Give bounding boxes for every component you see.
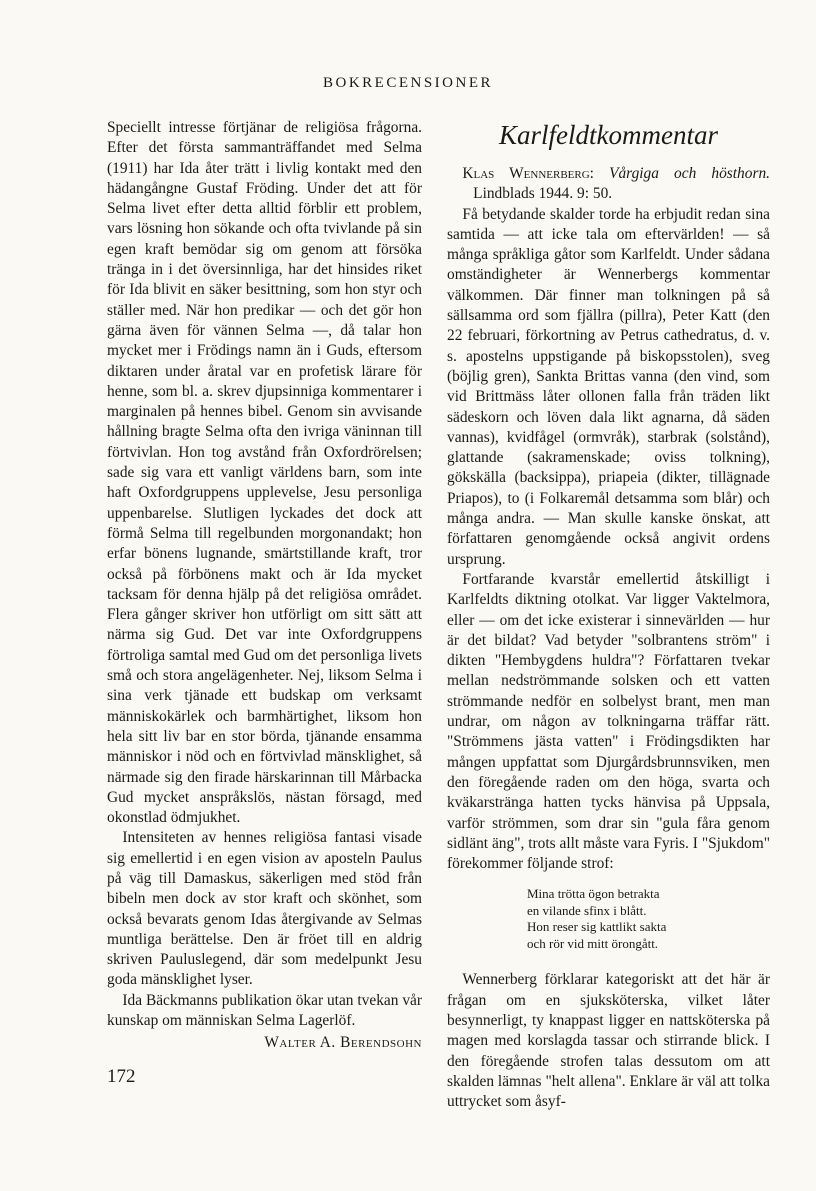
review-title: Karlfeldtkommentar xyxy=(499,120,718,150)
running-header: BOKRECENSIONER xyxy=(322,75,493,91)
bibliographic-entry xyxy=(447,164,770,205)
poem-line: Mina trötta ögon betrakta xyxy=(527,886,660,902)
poem-line: en vilande sfinx i blått. xyxy=(527,902,647,918)
review-signature: Walter A. Berendsohn xyxy=(264,1034,422,1052)
page-number: 172 xyxy=(107,1066,136,1087)
body-paragraph: Wennerberg förklarar kategoriskt att det här är frågan om en sjuksköterska, vilket låter besynnerligt, ty knappast ligger en nattsköterska på magen med korslagda tassar och stirrande blick. I den föregående strofen talas dessutom om att skalden lämnas "helt allena". Enklare är väl att tolka uttrycket som åsyf- xyxy=(447,971,770,1111)
poem-line: och rör vid mitt örongått. xyxy=(527,935,659,951)
poem-line: Hon reser sig kattlikt sakta xyxy=(527,919,667,935)
body-paragraph: Fortfarande kvarstår emellertid åtskilligt i Karlfeldts diktning otolkat. Var ligger Vaktelmora, eller — om det icke existerar i sinnevärlden — hur är det bildat? Vad betyder "solbrantens ström" i dikten "Hembygdens huldra"? Författaren tvekar mellan nedströmmande solsken och ett vatten strömmande nedför en solbelyst brant, men man undrar, om någon av tolkningarna träffar rätt. "Strömmens jästa vatten" i Frödingsdikten har mången uppfattat som Djurgårdsbrunnsviken, men den föregående raden om den höga, svarta och kväkarstränga hatten tycks hänvisa på Uppsala, varför strömmen, som drar sin "gula fåra genom sidlänt äng", trots allt måste vara Fyris. I "Sjukdom" förekommer följande strof: xyxy=(447,570,770,873)
body-paragraph: Ida Bäckmanns publikation ökar utan tvekan vår kunskap om människan Selma Lagerlöf. xyxy=(107,991,422,1030)
right-column xyxy=(447,118,770,1112)
book-author: Klas Wennerberg: xyxy=(462,165,594,182)
left-column xyxy=(107,118,422,1054)
book-publisher: Lindblads 1944. 9: 50. xyxy=(473,185,613,203)
body-paragraph: Intensiteten av hennes religiösa fantasi visade sig emellertid i en egen vision av aposteln Paulus på väg till Damaskus, säkerligen med stöd från bibeln men dock av stor kraft och skönhet, som också bevarats genom Idas återgivande av Selmas muntliga berättelse. Den är fröet till en aldrig skriven Pauluslegend, där som medelpunkt Jesu goda mänsklighet lyser. xyxy=(107,829,422,989)
body-paragraph: Få betydande skalder torde ha erbjudit redan sina samtida — att icke tala om eftervärlden! — så många språkliga gåtor som Karlfeldt. Under sådana omständigheter är Wennerbergs kommentar välkommen. Där finner man tolkningen på så sällsamma ord som fjällra (pillra), Peter Katt (den 22 februari, förkortning av Petrus cathedratus, d. v. s. apostelns uppstigande på biskopsstolen), sveg (böjlig gren), Sankta Brittas vanna (den vind, som vid Brittmäss låter ollonen falla från träden likt sädeskorn och löven dala likt agnarna, då säden vannas), kvidfågel (ormvråk), starbrak (solstånd), glattande (sakramenskade; oviss tolkning), gökskälla (backsippa), priapeia (dikter, tillägnade Priapos), to (i Folkaremål detsamma som blår) och många andra. — Man skulle kanske önskat, att författaren genomgående också angivit ordens ursprung. xyxy=(447,205,770,568)
book-title: Vårgiga och hösthorn. xyxy=(609,165,770,182)
body-paragraph: Speciellt intresse förtjänar de religiösa frågorna. Efter det första sammanträffandet med Selma (1911) har Ida åter trätt i livlig kontakt med den hädangångne Gustaf Fröding. Under det att för Selma livet efter detta alltid förblir ett problem, vars lösning hon sökande och ofta tvivlande på sin egen kraft bemödar sig om genom att försöka tränga in i det översinnliga, har det hinsides riket för Ida blivit en säker besittning, som hon styr och ställer med. När hon predikar — och det gör hon gärna även för vännen Selma —, då talar hon mycket mer i Frödings namn än i Guds, eftersom diktaren under åratal var en profetisk lärare för henne, som bl. a. skrev djupsinniga kommentarer i marginalen på hennes bibel. Genom sin avvisande hållning bragte Selma ofta den ivriga väninnan till förtvivlan. Hon tog avstånd från Oxfordrörelsen; sade sig vara ett vanligt världens barn, som inte haft Oxfordgruppens upplevelse, Jesu personliga uppenbarelse. Slutligen lyckades det dock att förmå Selma till regelbunden morgonandakt; hon erfar bönens lugnande, smärtstillande kraft, tror också på förbönens makt och är Ida mycket tacksam för denna hjälp på det religiösa området. Flera gånger skriver hon utförligt om sitt sätt att närma sig Gud. Det var inte Oxfordgruppens förtroliga samtal med Gud om det personliga livets små och stora angelägenheter. Nej, liksom Selma i sina verk tjänade ett budskap om verksamt människokärlek och barmhärtighet, liksom hon hela sitt liv bar en stor börda, tjänande ensamma människor i nöd och en förtvivlad mänsklighet, så närmade sig den firade härskarinnan till Mårbacka Gud mycket anspråkslös, nästan försagd, med okonstlad ödmjukhet. xyxy=(107,119,422,827)
poem-quote xyxy=(527,886,770,952)
